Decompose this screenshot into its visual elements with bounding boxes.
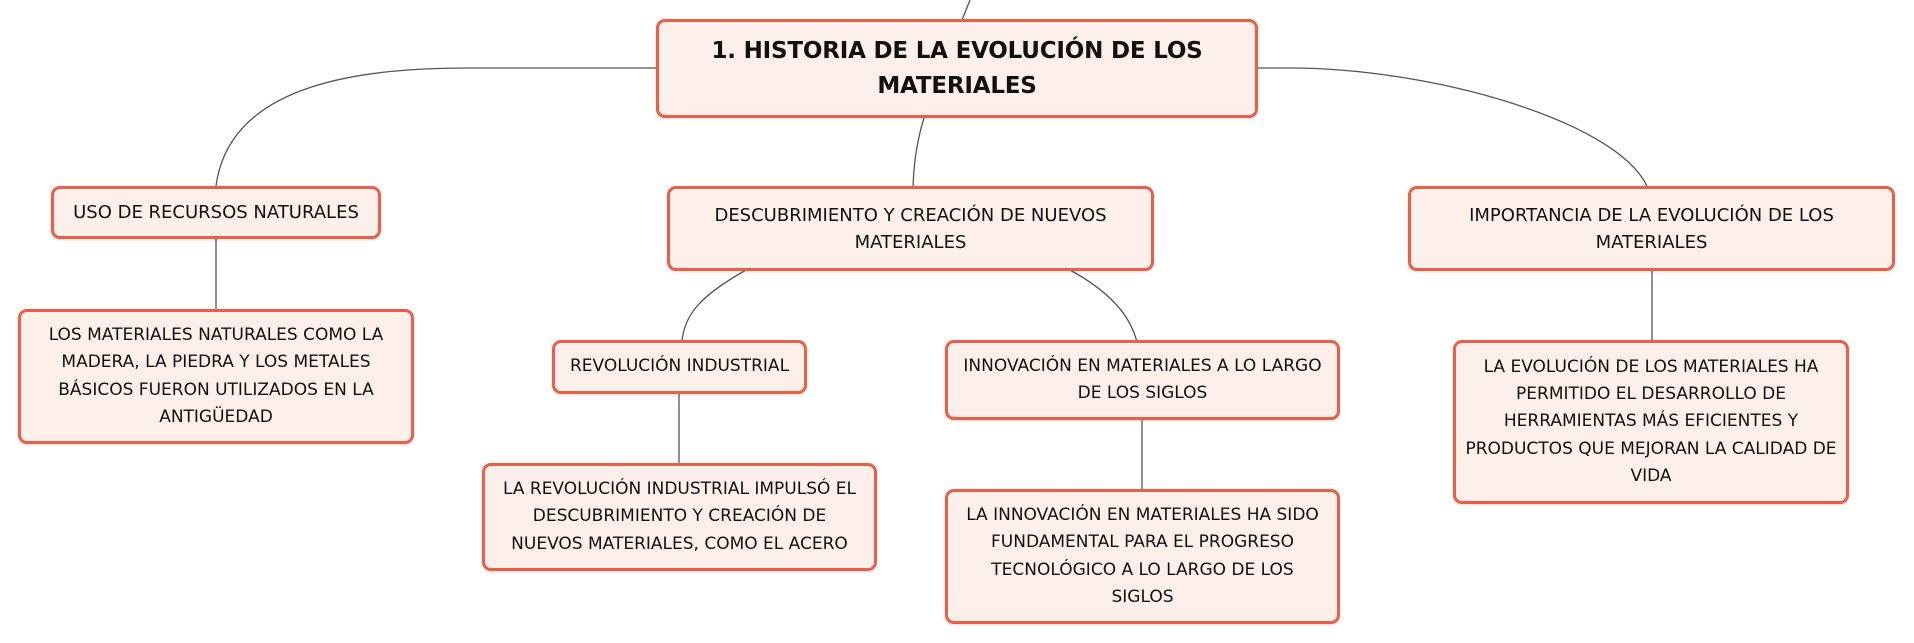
connector-root-to-natural-resources: [216, 68, 660, 186]
new-materials-label: DESCUBRIMIENTO Y CREACIÓN DE NUEVOS MATERIALES: [714, 204, 1107, 253]
industrial-revolution-label: REVOLUCIÓN INDUSTRIAL: [569, 356, 790, 377]
natural-resources-label: USO DE RECURSOS NATURALES: [73, 202, 359, 223]
root-topic-label: 1. HISTORIA DE LA EVOLUCIÓN DE LOS MATERIALES: [711, 38, 1203, 99]
importance-label: IMPORTANCIA DE LA EVOLUCIÓN DE LOS MATERIALES: [1469, 204, 1834, 253]
industrial-revolution-node[interactable]: [552, 340, 807, 394]
natural-resources-detail-text: LOS MATERIALES NATURALES COMO LA MADERA, LA PIEDRA Y LOS METALES BÁSICOS FUERON UTILIZADOS EN LA ANTIGÜEDAD: [48, 325, 384, 427]
connector-root-to-new-materials: [913, 118, 924, 188]
importance-node[interactable]: [1408, 186, 1895, 271]
innovation-label: INNOVACIÓN EN MATERIALES A LO LARGO DE LOS SIGLOS: [963, 355, 1322, 403]
natural-resources-node[interactable]: [51, 186, 381, 239]
connector-parent-to-root: [962, 0, 970, 20]
innovation-detail-node[interactable]: [945, 489, 1340, 624]
root-topic-node[interactable]: [656, 19, 1258, 118]
connector-new-materials-to-innovation: [1070, 270, 1137, 342]
innovation-node[interactable]: [945, 340, 1340, 420]
natural-resources-detail-node[interactable]: [18, 309, 414, 444]
new-materials-node[interactable]: [667, 186, 1154, 271]
importance-detail-node[interactable]: [1453, 340, 1849, 504]
innovation-detail-text: LA INNOVACIÓN EN MATERIALES HA SIDO FUNDAMENTAL PARA EL PROGRESO TECNOLÓGICO A LO LARGO DE LOS SIGLOS: [966, 505, 1319, 607]
industrial-revolution-detail-text: LA REVOLUCIÓN INDUSTRIAL IMPULSÓ EL DESCUBRIMIENTO Y CREACIÓN DE NUEVOS MATERIALES, COMO EL ACERO: [502, 479, 856, 554]
industrial-revolution-detail-node[interactable]: [482, 463, 877, 571]
connector-new-materials-to-industrial-revolution: [682, 270, 746, 342]
connector-root-to-importance: [1256, 68, 1647, 186]
importance-detail-text: LA EVOLUCIÓN DE LOS MATERIALES HA PERMITIDO EL DESARROLLO DE HERRAMIENTAS MÁS EFICIENTES Y PRODUCTOS QUE MEJORAN LA CALIDAD DE VIDA: [1465, 357, 1837, 486]
